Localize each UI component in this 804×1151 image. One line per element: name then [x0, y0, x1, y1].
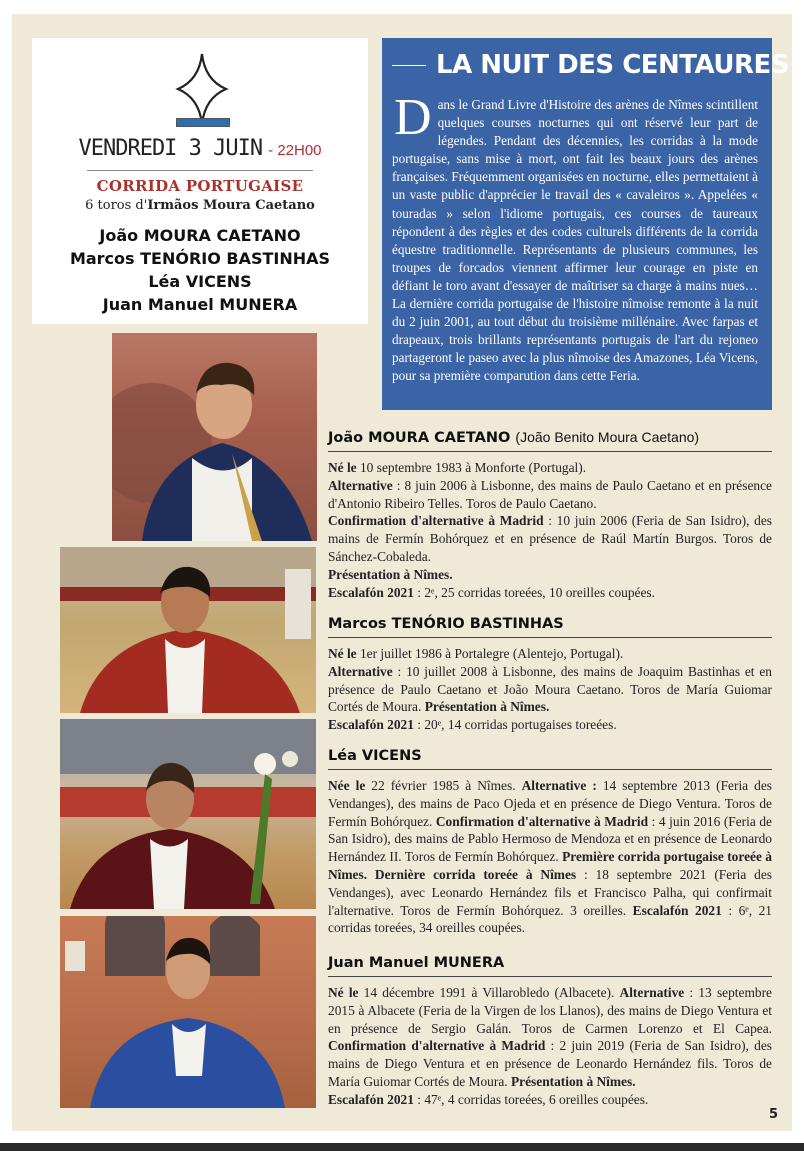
bio-value: : 6ᵉ, 21 corridas toreées, 34 oreilles coupées. — [328, 902, 772, 936]
bio-label: Confirmation d'alternative à Madrid — [435, 813, 649, 829]
bio-lea-vicens — [328, 748, 772, 937]
intro-body: ans le Grand Livre d'Histoire des arènes de Nîmes scintillent quelques courses nocturnes qui ont réservé leur part de légendes. Pendant des décennies, les corridas à la mode portugaise, sans mise à mort, ont fait les beaux jours des arènes françaises. Fréquemment organisées en nocturne, elles permettaient à un vaste public d'apprécier le travail des « cavaleiros ». Appelées « touradas » selon l'idiome portugais, ces courses de taureaux répondent à des règles et des codes culturels différents de la corrida équestre traditionnelle. Représentants de plusieurs communes, les troupes de forcados viennent affirmer leur courage en piste en défiant le toro avant d'essayer de maîtriser sa charge à mains nues… La dernière corrida portugaise de l'histoire nîmoise remonte à la nuit du 2 juin 2001, au tout début du troisième millénaire. Avec farpas et drapeaux, trois brillants représentants portugais de l'art du rejoneo partageront le paseo avec la plus nîmoise des Amazones, Léa Vicens, pour sa première comparution dans cette Feria. — [392, 97, 758, 384]
bio-juan-manuel-munera — [328, 955, 772, 1109]
bio-label: Confirmation d'alternative à Madrid — [328, 513, 544, 529]
event-type: CORRIDA PORTUGAISE — [96, 177, 304, 195]
page-number: 5 — [769, 1107, 779, 1122]
photo-tenorio-bastinhas — [60, 547, 316, 713]
bio-value: 14 septembre 2013 (Feria des Vendanges), des mains de Paco Ojeda et en présence de Diego Ventura. Toros de Fermín Bohórquez. — [328, 778, 772, 829]
bio-value: : 13 septembre 2015 à Albacete (Feria de la Virgen de los Llanos), des mains de Diego Ventura et en présence de Sergio Galán. Toros de Carmen Lorenzo et El Capea. — [328, 985, 772, 1036]
bio-value: 14 décembre 1991 à Villarobledo (Albacete). — [358, 985, 620, 1000]
intro-text — [392, 89, 758, 386]
intro-title-text: LA NUIT DES CENTAURES — [436, 50, 789, 80]
bio-text — [328, 984, 772, 1109]
bio-name: Léa VICENS — [328, 748, 422, 764]
rider-name: João MOURA CAETANO — [99, 226, 301, 245]
bio-text — [328, 459, 772, 601]
bio-value: : 18 septembre 2021 (Feria des Vendanges), avec Leonardo Hernández fils et Francisco Palha, qui confirmait l'alternative. Toros de Fermín Bohórquez. 3 oreilles. — [328, 866, 773, 918]
bio-moura-caetano — [328, 429, 772, 601]
event-date — [32, 136, 368, 161]
bio-label: Alternative — [328, 477, 393, 493]
intro-box — [382, 38, 789, 410]
event-card — [32, 38, 368, 324]
divider — [87, 170, 313, 171]
rider-list — [32, 224, 368, 316]
intro-title — [382, 50, 789, 80]
bio-text — [328, 777, 772, 937]
bio-heading — [328, 955, 772, 977]
rider-name: Marcos TENÓRIO BASTINHAS — [69, 249, 331, 268]
bio-label: Alternative — [619, 985, 685, 1000]
bio-value: : 10 juin 2006 (Feria de San Isidro), des mains de Fermín Bohórquez et en présence de Raúl Martín Burgos. Toros de Sánchez-Cobaleda. — [328, 513, 772, 564]
bio-value: : 20ᵉ, 14 corridas portugaises toreées. — [413, 717, 617, 733]
bio-label: Escalafón 2021 — [632, 902, 722, 918]
bio-heading — [328, 748, 772, 770]
bio-label: Escalafón 2021 — [328, 584, 414, 600]
bio-name: Juan Manuel MUNERA — [328, 955, 505, 971]
star-logo-icon — [172, 50, 232, 128]
bio-label: Né le — [328, 460, 357, 475]
bio-label: Confirmation d'alternative à Madrid — [328, 1038, 546, 1054]
bio-label: Première corrida portugaise toreée à Nîmes. Dernière corrida toreée à Nîmes — [328, 849, 772, 882]
bio-heading — [328, 616, 772, 638]
toros-prefix: 6 toros d' — [85, 198, 148, 213]
bio-value: : 2ᵉ, 25 corridas toreées, 10 oreilles coupées. — [413, 584, 655, 600]
bio-value: : 2 juin 2019 (Feria de San Isidro), des mains de Diego Ventura et en présence de Leonardo Hernández fils. Toros de María Guiomar Cortés de Moura. — [328, 1038, 772, 1089]
bio-label: Née le — [328, 778, 366, 793]
time-text: - 22H00 — [268, 142, 322, 159]
bio-name: João MOURA CAETANO — [328, 430, 511, 446]
photo-lea-vicens — [60, 719, 316, 909]
bio-text — [328, 645, 772, 734]
bio-label: Présentation à Nîmes. — [424, 699, 550, 715]
bio-heading — [328, 429, 772, 452]
photo-juan-manuel-munera — [60, 916, 316, 1108]
bio-value: 10 septembre 1983 à Monforte (Portugal). — [356, 460, 587, 475]
toros-line — [32, 198, 368, 213]
bio-value: 1er juillet 1986 à Portalegre (Alentejo, Portugal). — [356, 646, 624, 661]
dropcap: D — [394, 89, 432, 146]
bio-label: Présentation à Nîmes. — [510, 1073, 636, 1089]
bottom-border — [0, 1143, 804, 1151]
bio-label: Alternative — [328, 663, 393, 679]
photo-moura-caetano — [112, 333, 317, 541]
bio-label: Escalafón 2021 — [328, 1091, 414, 1107]
date-text: VENDREDI 3 JUIN — [78, 136, 263, 161]
bio-label: Né le — [328, 985, 359, 1000]
bio-label: Alternative : — [521, 778, 597, 793]
rider-name: Juan Manuel MUNERA — [102, 295, 298, 314]
bio-tenorio-bastinhas — [328, 616, 772, 734]
bio-value: : 47ᵉ, 4 corridas toreées, 6 oreilles coupées. — [413, 1091, 649, 1107]
bio-value: : 8 juin 2006 à Lisbonne, des mains de Paulo Caetano et en présence d'Antonio Ribeiro Telles. Toros de Paulo Caetano. — [328, 477, 772, 511]
bio-label: Né le — [328, 646, 357, 661]
bio-label: Présentation à Nîmes. — [328, 566, 453, 582]
bio-label: Escalafón 2021 — [328, 717, 414, 733]
logo-bar — [176, 118, 230, 127]
bio-name: Marcos TENÓRIO BASTINHAS — [328, 616, 564, 632]
bio-value: 22 février 1985 à Nîmes. — [365, 778, 522, 793]
bio-fullname: (João Benito Moura Caetano) — [515, 429, 700, 445]
bio-value: : 4 juin 2016 (Feria de San Isidro), des mains de Pablo Hermoso de Mendoza et en présence de Leonardo Hernández II. Toros de Fermín Bohórquez. — [328, 813, 772, 865]
toros-breeder: Irmãos Moura Caetano — [147, 198, 315, 213]
bio-value: : 10 juillet 2008 à Lisbonne, des mains de Joaquim Bastinhas et en présence de Paulo Caetano et João Moura Caetano. Toros de María Guiomar Cortés de Moura. — [328, 663, 772, 715]
rider-name: Léa VICENS — [148, 272, 252, 291]
